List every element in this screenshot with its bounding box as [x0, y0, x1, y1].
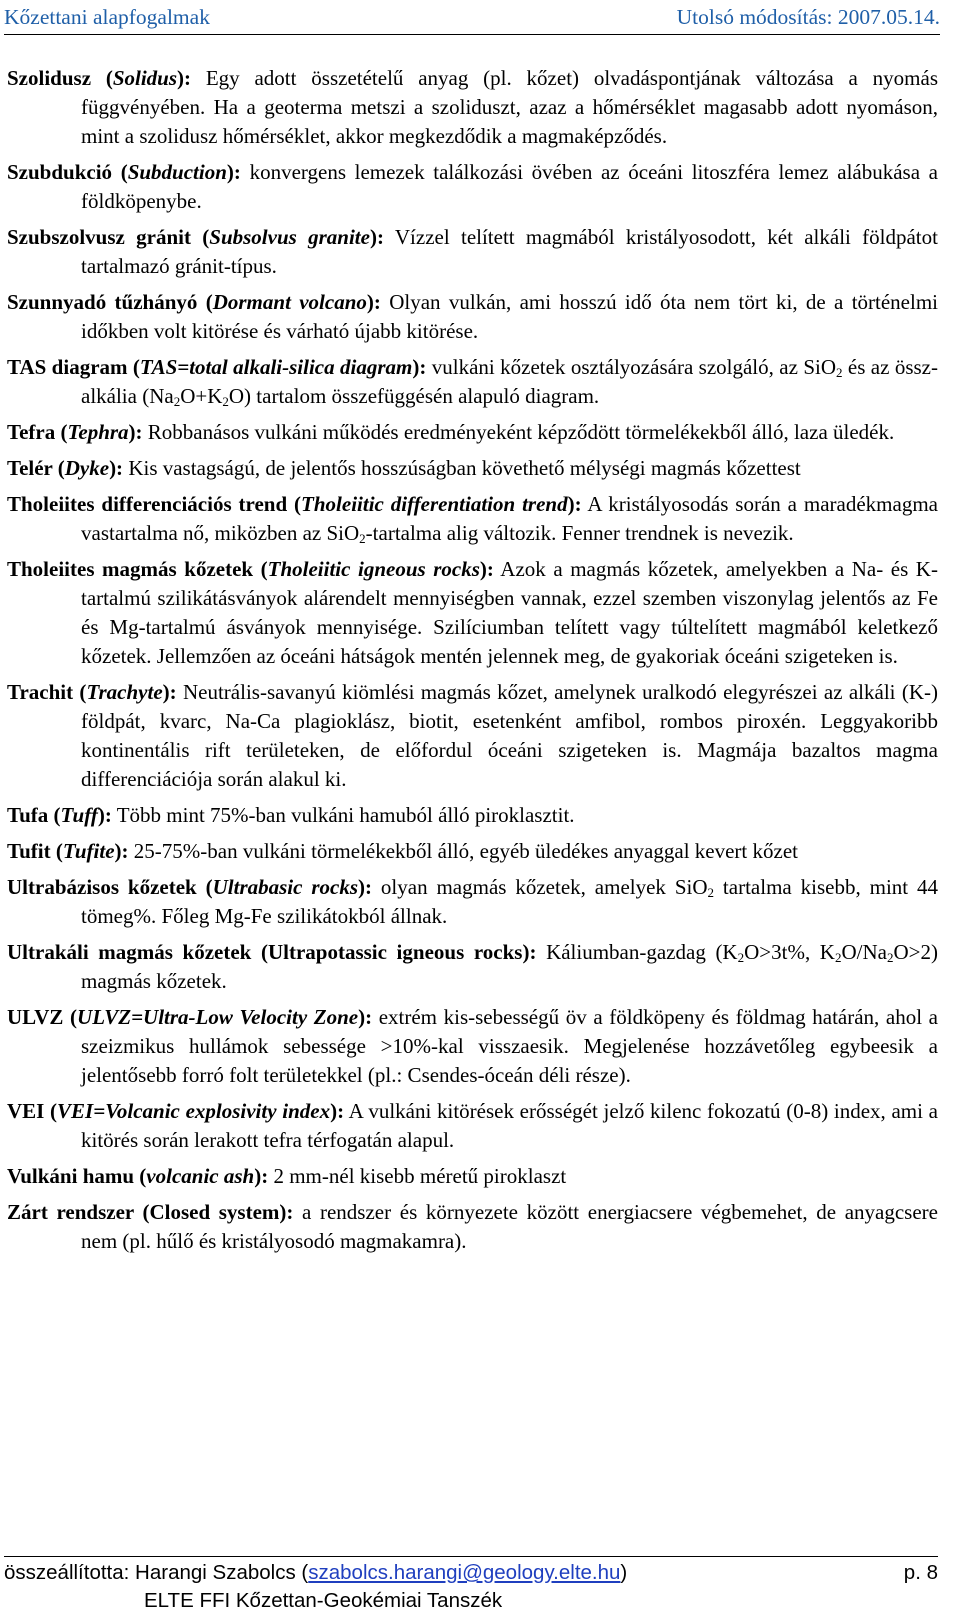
entry-term: TAS diagram (TAS=total alkali-silica diagram): [7, 355, 427, 379]
glossary-entry-trachyte [7, 678, 938, 794]
page-number: p. 8 [903, 1561, 938, 1584]
entry-term: Szubdukció (Subduction): [7, 160, 241, 184]
glossary-entry-volcanic-ash [7, 1162, 938, 1191]
glossary-entry-subsolvus-granite [7, 223, 938, 281]
glossary-entry-tephra [7, 418, 938, 447]
entry-term: Tholeiites differenciációs trend (Tholeiitic differentiation trend): [7, 492, 582, 516]
glossary-entry-dormant-volcano [7, 288, 938, 346]
entry-term: Zárt rendszer (Closed system): [7, 1200, 294, 1224]
entry-term: Tholeiites magmás kőzetek (Tholeiitic igneous rocks): [7, 557, 494, 581]
entry-term: Szolidusz (Solidus): [7, 66, 192, 90]
footer-department: ELTE FFI Kőzettan-Geokémiai Tanszék [144, 1589, 503, 1612]
entry-definition: Egy adott összetételű anyag (pl. kőzet) olvadáspontjának változása a nyomás függvényében. Ha a geoterma metszi a szoliduszt, azaz a hőmérséklet magasabb adott nyomáson, mint a szolidusz hőmérséklet, akkor megkezdődik a magmaképződés. [81, 66, 938, 148]
glossary-entry-closed-system [7, 1198, 938, 1256]
entry-definition: a rendszer és környezete között energiacsere végbemehet, de anyagcsere nem (pl. hűlő és kristályosodó magmakamra). [81, 1200, 938, 1253]
footer-author: összeállította: Harangi Szabolcs (szabolcs.harangi@geology.elte.hu) [4, 1561, 628, 1584]
entry-term: Ultrabázisos kőzetek (Ultrabasic rocks): [7, 875, 373, 899]
last-modified-date: Utolsó módosítás: 2007.05.14. [676, 4, 940, 29]
glossary-content [7, 64, 938, 1263]
glossary-entry-tholeiitic-trend [7, 490, 938, 548]
glossary-entry-vei [7, 1097, 938, 1155]
entry-term: VEI (VEI=Volcanic explosivity index): [7, 1099, 345, 1123]
entry-definition: Kis vastagságú, de jelentős hosszúságban követhető mélységi magmás kőzettest [123, 456, 801, 480]
entry-definition: Neutrális-savanyú kiömlési magmás kőzet, amelynek uralkodó elegyrészei az alkáli (K-) földpát, kvarc, Na-Ca plagioklász, biotit, esetenként amfibol, rombos piroxén. Leggyakoribb kontinentális rift területeken, de előfordul óceáni szigeteken is. Magmája bazaltos magma differenciációja során alakul ki. [81, 680, 938, 791]
glossary-entry-tholeiitic-rocks [7, 555, 938, 671]
page-footer [4, 1556, 938, 1615]
entry-definition: olyan magmás kőzetek, amelyek SiO$_2$ tartalma kisebb, mint 44 tömeg%. Főleg Mg-Fe szilikátokból állnak. [81, 875, 939, 928]
entry-term: Tufa (Tuff): [7, 803, 112, 827]
glossary-entry-ultrabasic-rocks [7, 873, 938, 931]
entry-definition: extrém kis-sebességű öv a földköpeny és földmag határán, ahol a szeizmikus hullámok sebessége >10%-kal visszaesik. Megjelenése hozzávetőleg egybeesik a jelentősebb forró folt területekkel (pl.: Csendes-óceán déli része). [81, 1005, 938, 1087]
entry-term: Tufit (Tufite): [7, 839, 129, 863]
glossary-entry-subduction [7, 158, 938, 216]
entry-term: Ultrakáli magmás kőzetek (Ultrapotassic igneous rocks): [7, 940, 537, 964]
entry-definition: 25-75%-ban vulkáni törmelékekből álló, egyéb üledékes anyaggal kevert kőzet [128, 839, 798, 863]
glossary-entry-ulvz [7, 1003, 938, 1090]
entry-definition: Robbanásos vulkáni működés eredményeként képződött törmelékekből álló, laza üledék. [142, 420, 895, 444]
entry-definition: vulkáni kőzetek osztályozására szolgáló, az SiO$_2$ és az össz-alkália $(Na_2O+K_2O)$ tartalom összefüggésén alapuló diagram. [81, 355, 938, 409]
entry-definition: Káliumban-gazdag ($K_2O>3t\%$, $K_2O/Na_2O>2$) magmás kőzetek. [81, 940, 938, 993]
footer-author-line [4, 1557, 938, 1587]
entry-definition: A kristályosodás során a maradékmagma vastartalma nő, miközben az SiO$_2$-tartalma alig változik. Fenner trendnek is nevezik. [81, 492, 938, 546]
glossary-entry-dyke [7, 454, 938, 483]
entry-term: Szubszolvusz gránit (Subsolvus granite): [7, 225, 384, 249]
entry-term: Telér (Dyke): [7, 456, 124, 480]
entry-term: Tefra (Tephra): [7, 420, 143, 444]
glossary-entry-ultrapotassic-rocks [7, 938, 938, 996]
entry-definition: Olyan vulkán, ami hosszú idő óta nem tört ki, de a történelmi időkben volt kitörése és várható újabb kitörése. [81, 290, 938, 343]
entry-definition: Azok a magmás kőzetek, amelyekben a Na- és K-tartalmú szilikátásványok alárendelt mennyiségben vannak, ezzel szemben viszonylag jelentős az Fe és Mg-tartalmú ásványok mennyisége. Szilíciumban telített vagy túltelített magmából keletkező kőzetek. Jellemzően az óceáni hátságok mentén jelennek meg, de gyakoriak óceáni szigeteken is. [81, 557, 938, 668]
entry-term: Trachit (Trachyte): [7, 680, 177, 704]
entry-term: Szunnyadó tűzhányó (Dormant volcano): [7, 290, 381, 314]
glossary-entry-tas-diagram [7, 353, 938, 411]
entry-definition: konvergens lemezek találkozási övében az óceáni litoszféra lemez alábukása a földköpenybe. [81, 160, 939, 213]
entry-definition: 2 mm-nél kisebb méretű piroklaszt [268, 1164, 567, 1188]
entry-definition: A vulkáni kitörések erősségét jelző kilenc fokozatú (0-8) index, ami a kitörés során lerakott tefra térfogatán alapul. [81, 1099, 938, 1152]
entry-definition: Vízzel telített magmából kristályosodott, két alkáli földpátot tartalmazó gránit-típus. [81, 225, 938, 278]
page-header [4, 0, 940, 35]
entry-term: Vulkáni hamu (volcanic ash): [7, 1164, 269, 1188]
glossary-entry-tuff [7, 801, 938, 830]
glossary-entry-tufite [7, 837, 938, 866]
author-email-link[interactable]: szabolcs.harangi@geology.elte.hu [308, 1561, 621, 1584]
entry-term: ULVZ (ULVZ=Ultra-Low Velocity Zone): [7, 1005, 373, 1029]
glossary-entry-solidus [7, 64, 938, 151]
entry-definition: Több mint 75%-ban vulkáni hamuból álló piroklasztit. [111, 803, 575, 827]
document-title: Kőzettani alapfogalmak [4, 4, 210, 29]
